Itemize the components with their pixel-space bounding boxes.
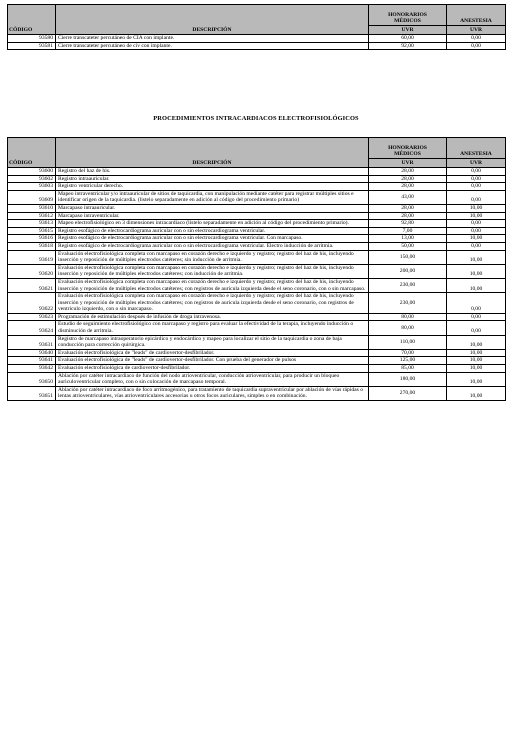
procedure-code: 93623 [8,313,56,321]
procedure-code: 93651 [8,386,56,400]
anestesia-value: 0,00 [447,42,506,50]
top-fee-table [7,4,506,50]
table-row [8,321,506,335]
table-row [8,349,506,357]
table-row [8,35,506,43]
procedure-description: Marcapaso intraventricular. [56,212,369,220]
procedure-code: 93610 [8,204,56,212]
anestesia-value: 0,00 [447,190,506,204]
honorarios-value: 110,00 [369,335,447,349]
section-title: PROCEDIMIENTOS INTRACARDIACOS ELECTROFISIOLÓGICOS [153,115,359,122]
honorarios-value: 7,00 [369,227,447,235]
procedure-description: Cierre transcateter percutáneo de civ con implante. [56,42,369,50]
anestesia-value: 10,00 [447,212,506,220]
table-row [8,235,506,243]
anestesia-value: 10,00 [447,264,506,278]
anestesia-value: 0,00 [447,220,506,228]
procedure-code: 93650 [8,372,56,386]
table-row [8,278,506,292]
table-row [8,357,506,365]
procedure-description: Evaluación electrofisiológica completa con marcapaso en corazón derecho e izquierdo y registro; registro del haz de his, incluyendo inserción y reposición de múltiples electrodos catéteres; con registros de aurícula izquierda desde el seno coronario, con o sin marcapaso. [56,278,369,292]
anestesia-value: 0,00 [447,313,506,321]
procedure-code: 93580 [8,35,56,43]
main-table-body [8,168,506,401]
anestesia-value: 10,00 [447,278,506,292]
honorarios-value: 200,00 [369,264,447,278]
honorarios-value: 28,00 [369,175,447,183]
header-honorarios-line2: MÉDICOS [394,151,421,158]
procedure-description: Mapeo intraventricular y/o intraauricular de sitios de taquicardia, con manipulación mediante catéter para registrar múltiples sitios e identificar origen de la taquicardia. (listelo separadamente en adición al código del procedimiento primario) [56,190,369,204]
table-row [8,386,506,400]
honorarios-value: 230,00 [369,293,447,314]
table-row [8,42,506,50]
procedure-code: 93641 [8,357,56,365]
procedure-code: 93615 [8,227,56,235]
procedure-description: Evaluación electrofisiológica completa con marcapaso en corazón derecho e izquierdo y registro; registro del haz de his, incluyendo inserción y reposición de múltiples electrodos catéteres; sin inducción de arritmia. [56,250,369,264]
procedure-description: Evaluación electrofisiológica de "leads" de cardiovertor-desfibrilador. Con prueba del generador de pulsos [56,357,369,365]
honorarios-value: 28,00 [369,183,447,191]
anestesia-value: 10,00 [447,349,506,357]
table-row [8,335,506,349]
table-row [8,227,506,235]
honorarios-value: 60,00 [369,35,447,43]
anestesia-value: 0,00 [447,183,506,191]
table-row [8,204,506,212]
honorarios-value: 270,00 [369,386,447,400]
procedure-description: Registro de marcapaso intraoperatorio epicárdico y endocárdico y mapeo para localizar el sitio de la taquicardia o zona de baja conducción para corrección quirúrgica. [56,335,369,349]
anestesia-value: 0,00 [447,321,506,335]
anestesia-value: 10,00 [447,365,506,373]
header-honorarios [369,138,447,159]
anestesia-value: 0,00 [447,293,506,314]
anestesia-value: 10,00 [447,250,506,264]
procedure-code: 93642 [8,365,56,373]
procedure-description: Evaluación electrofisiológica completa con marcapaso en corazón derecho e izquierdo y registro; registro del haz de his, incluyendo inserción y reposición de múltiples electrodos catéteres; con registros de aurícula izquierda desde el seno coronario, con registros de ventrículo izquierdo, con o sin marcapaso. [56,293,369,314]
honorarios-value: 230,00 [369,278,447,292]
header-uvr-honorarios: UVR [369,26,447,35]
anestesia-value: 10,00 [447,204,506,212]
table-row [8,250,506,264]
anestesia-value: 0,00 [447,227,506,235]
procedure-code: 93622 [8,293,56,314]
table-row [8,365,506,373]
honorarios-value: 70,00 [369,349,447,357]
honorarios-value: 85,00 [369,365,447,373]
procedure-description: Registro ventricular derecho. [56,183,369,191]
procedure-description: Registro esofágico de electrocardiograma auricular con o sin electrocardiograma ventricular. Con marcapaso. [56,235,369,243]
honorarios-value: 50,00 [369,242,447,250]
procedure-code: 93621 [8,278,56,292]
procedure-description: Evaluación electrofisiológica de "leads" de cardiovertor-desfibrilador. [56,349,369,357]
table-row [8,313,506,321]
anestesia-value: 0,00 [447,168,506,176]
header-uvr-honorarios: UVR [369,159,447,168]
honorarios-value: 92,00 [369,42,447,50]
procedure-code: 93613 [8,220,56,228]
procedure-code: 93640 [8,349,56,357]
honorarios-value: 43,00 [369,190,447,204]
header-descripcion: DESCRIPCIÓN [56,5,369,35]
procedure-code: 93600 [8,168,56,176]
anestesia-value: 10,00 [447,386,506,400]
procedure-description: Registro del haz de his. [56,168,369,176]
procedure-code: 93618 [8,242,56,250]
anestesia-value: 10,00 [447,357,506,365]
procedure-code: 93620 [8,264,56,278]
header-honorarios-line1: HONORARIOS [388,11,427,18]
procedure-code: 93609 [8,190,56,204]
honorarios-value: 180,00 [369,372,447,386]
table-row [8,242,506,250]
procedure-description: Mapeo electrofisiológico en 3 dimensiones intracardiaco (listelo separadamente en adición al código del procedimiento primario). [56,220,369,228]
header-anestesia: ANESTESIA [447,138,506,159]
procedure-code: 93581 [8,42,56,50]
header-anestesia: ANESTESIA [447,5,506,26]
table-row [8,220,506,228]
procedure-code: 93616 [8,235,56,243]
procedure-description: Registro esofágico de electrocardiograma auricular con o sin electrocardiograma ventricular. [56,227,369,235]
table-row [8,190,506,204]
procedure-code: 93624 [8,321,56,335]
top-table-body [8,35,506,50]
procedure-description: Evaluación electrofisiológica de cardiovertor-desfibrilador. [56,365,369,373]
honorarios-value: 28,00 [369,168,447,176]
header-codigo: CÓDIGO [8,5,56,35]
procedure-description: Cierre transcateter percutáneo de CIA con implante. [56,35,369,43]
header-uvr-anestesia: UVR [447,159,506,168]
table-row [8,168,506,176]
honorarios-value: 80,00 [369,313,447,321]
procedure-code: 93631 [8,335,56,349]
procedure-code: 93612 [8,212,56,220]
header-descripcion: DESCRIPCIÓN [56,138,369,168]
table-row [8,212,506,220]
anestesia-value: 10,00 [447,335,506,349]
procedure-code: 93602 [8,175,56,183]
table-row [8,264,506,278]
table-row [8,183,506,191]
anestesia-value: 0,00 [447,35,506,43]
header-honorarios [369,5,447,26]
procedure-description: Evaluación electrofisiológica completa con marcapaso en corazón derecho e izquierdo y registro; registro del haz de his, incluyendo inserción y reposición de múltiples electrodos catéteres; con inducción de arritmia. [56,264,369,278]
procedure-code: 93603 [8,183,56,191]
header-codigo: CÓDIGO [8,138,56,168]
procedure-description: Registro intraauricular. [56,175,369,183]
table-row [8,175,506,183]
procedure-description: Registro esofágico de electrocardiograma auricular con o sin electrocardiograma ventricular. Electro inducción de arritmia. [56,242,369,250]
honorarios-value: 28,00 [369,204,447,212]
table-row [8,372,506,386]
honorarios-value: 13,00 [369,235,447,243]
honorarios-value: 92,80 [369,220,447,228]
honorarios-value: 125,00 [369,357,447,365]
procedure-description: Programación de estimulación después de infusión de droga intravenosa. [56,313,369,321]
procedure-description: Ablación por catéter intracardiaco de función del nodo atrioventricular, conducción atrioventricular, para producir un bloqueo auriculoventricular completo, con o sin colocación de marcapaso temporal. [56,372,369,386]
header-uvr-anestesia: UVR [447,26,506,35]
header-honorarios-line1: HONORARIOS [388,144,427,151]
header-honorarios-line2: MÉDICOS [394,18,421,25]
procedure-description: Estudio de seguimiento electrofisiológico con marcapaso y registro para evaluar la efectividad de la terapia, incluyendo inducción o disminución de arritmia. [56,321,369,335]
procedure-description: Marcapaso intraauricular. [56,204,369,212]
procedure-description: Ablación por catéter intracardiaco de foco arritmogénico, para tratamiento de taquicardia supraventricular por ablación de vías rápidas o lentas atrioventriculares, vías atrioventriculares accesorias u otros focos auriculares, simples o en combinación. [56,386,369,400]
table-row [8,293,506,314]
main-fee-table [7,137,506,401]
honorarios-value: 28,00 [369,212,447,220]
honorarios-value: 80,00 [369,321,447,335]
anestesia-value: 0,00 [447,175,506,183]
procedure-code: 93619 [8,250,56,264]
anestesia-value: 10,00 [447,235,506,243]
anestesia-value: 10,00 [447,372,506,386]
honorarios-value: 150,00 [369,250,447,264]
anestesia-value: 0,00 [447,242,506,250]
